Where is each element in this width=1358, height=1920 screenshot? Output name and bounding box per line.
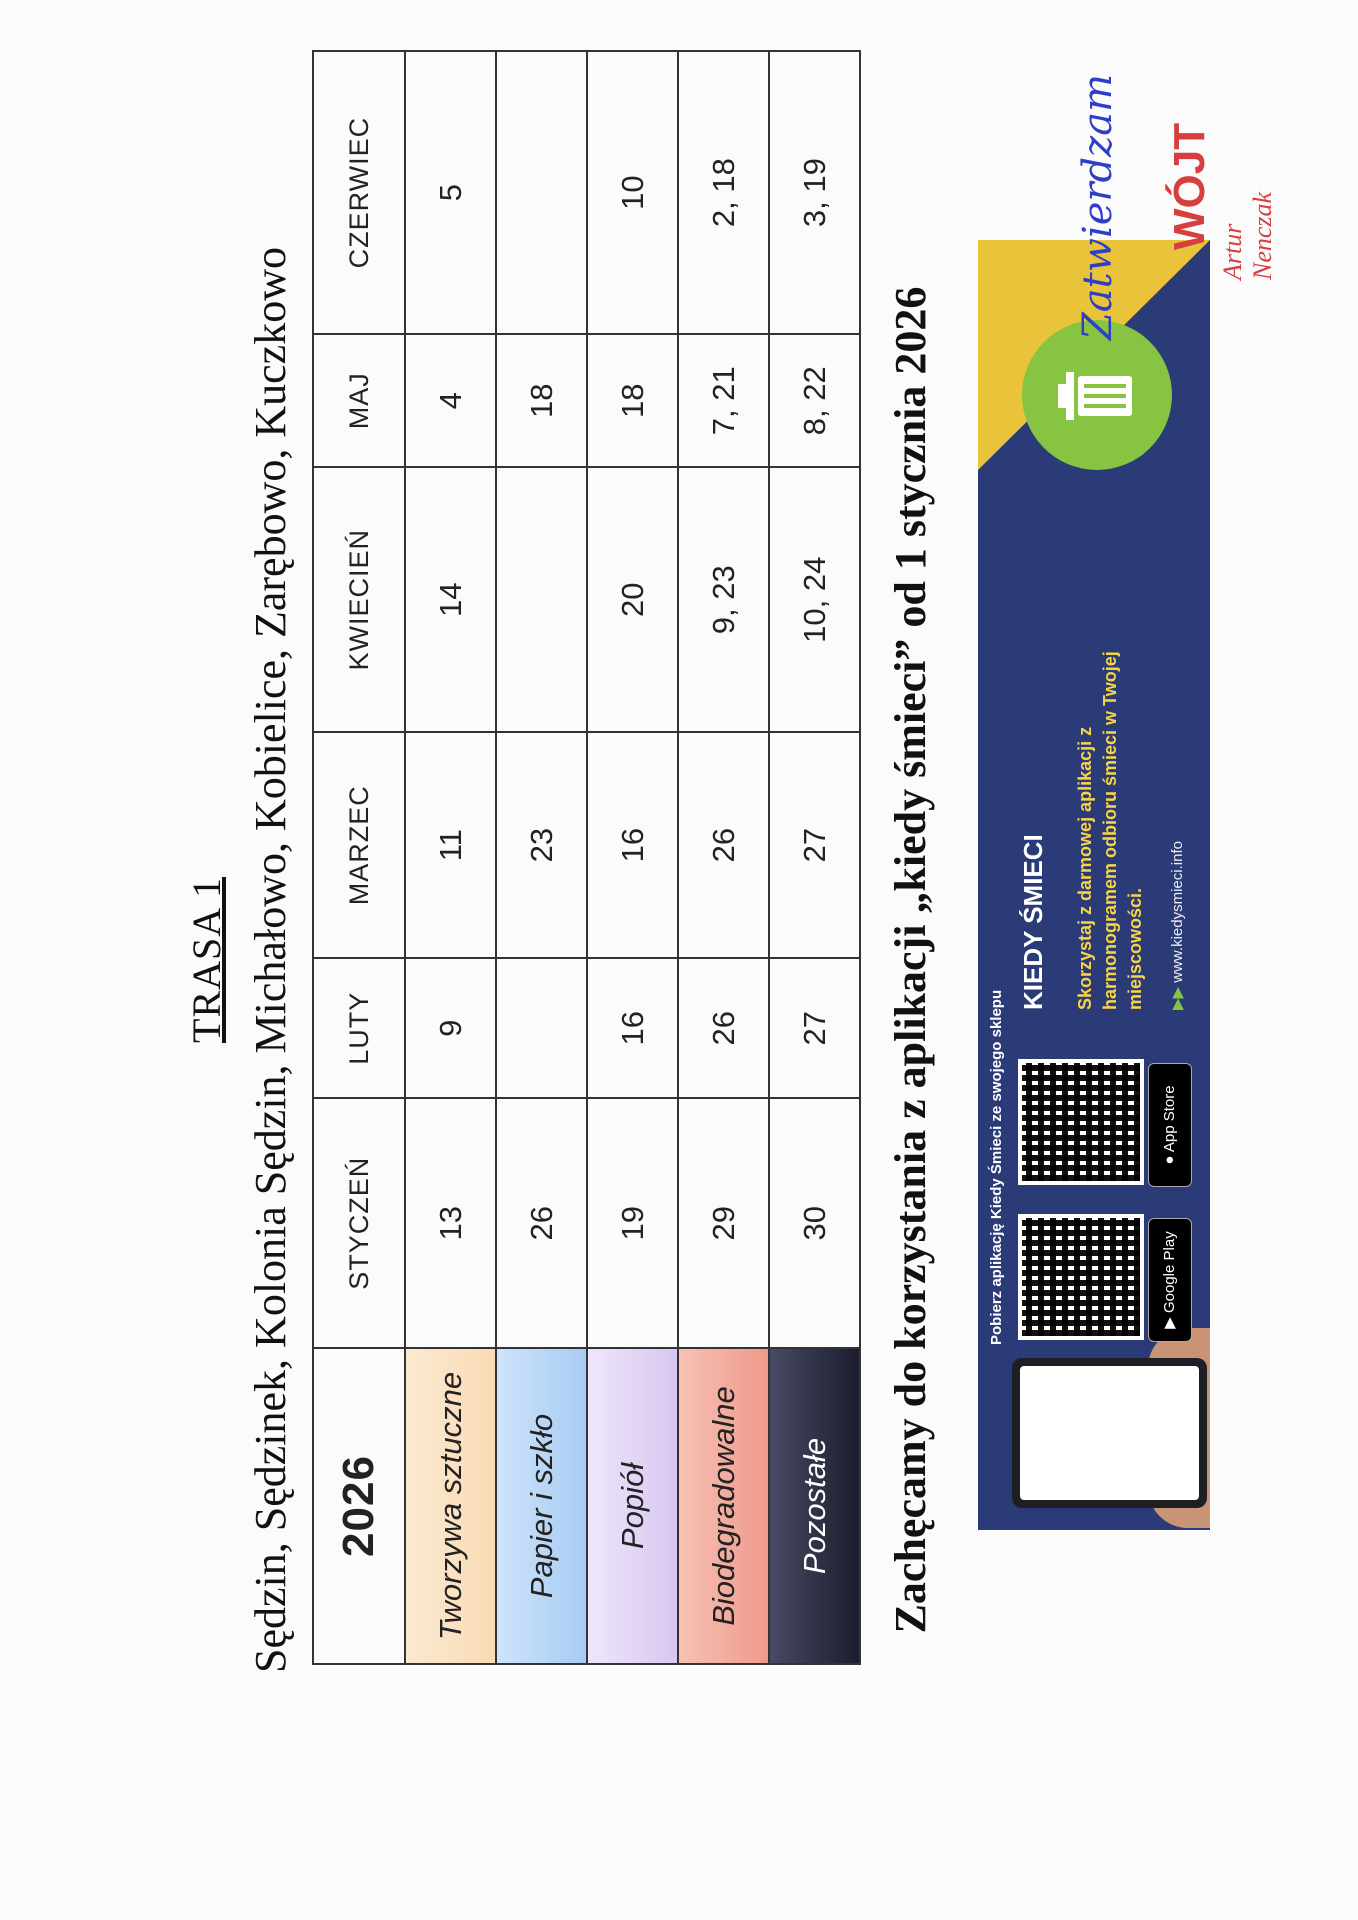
table-cell: 27 — [769, 958, 860, 1098]
apple-icon: ● — [1161, 1155, 1178, 1165]
qr-code-google — [1018, 1214, 1144, 1340]
app-encouragement: Zachęcamy do korzystania z aplikacji „kiedy śmieci” od 1 stycznia 2026 — [886, 286, 935, 1634]
table-cell: 11 — [405, 732, 496, 958]
category-biodegradable: Biodegradowalne — [678, 1348, 769, 1664]
google-play-label: Google Play — [1161, 1231, 1178, 1314]
app-store-label: App Store — [1161, 1085, 1178, 1153]
table-cell: 10 — [587, 51, 678, 334]
table-cell: 29 — [678, 1098, 769, 1348]
table-row — [405, 51, 496, 1664]
table-cell: 7, 21 — [678, 334, 769, 467]
google-play-badge[interactable]: ▶ Google Play — [1148, 1218, 1192, 1342]
table-cell — [496, 958, 587, 1098]
phone-mockup — [1012, 1358, 1207, 1508]
category-paper-glass: Papier i szkło — [496, 1348, 587, 1664]
table-row — [587, 51, 678, 1664]
app-store-badge[interactable] — [1148, 1063, 1192, 1187]
table-cell: 13 — [405, 1098, 496, 1348]
category-other: Pozostałe — [769, 1348, 860, 1664]
table-cell: 26 — [678, 732, 769, 958]
page-title: TRASA 1 — [184, 877, 229, 1043]
table-cell: 16 — [587, 732, 678, 958]
table-row — [769, 51, 860, 1664]
month-header: KWIECIEŃ — [313, 467, 405, 732]
table-cell: 8, 22 — [769, 334, 860, 467]
table-cell: 9, 23 — [678, 467, 769, 732]
schedule-table — [312, 50, 861, 1665]
trash-bin-icon — [1058, 370, 1134, 422]
table-cell: 20 — [587, 467, 678, 732]
table-cell: 18 — [587, 334, 678, 467]
table-cell: 16 — [587, 958, 678, 1098]
stamp-name: Artur Nenczak — [1218, 191, 1277, 280]
approval-signature: Zatwierdzam — [1075, 74, 1121, 340]
app-banner — [978, 240, 1210, 1530]
year-header: 2026 — [313, 1348, 405, 1664]
table-cell: 23 — [496, 732, 587, 958]
table-cell: 26 — [678, 958, 769, 1098]
category-plastics: Tworzywa sztuczne — [405, 1348, 496, 1664]
table-cell: 26 — [496, 1098, 587, 1348]
table-row — [678, 51, 769, 1664]
app-name: KIEDY ŚMIECI — [1018, 834, 1048, 1010]
table-cell: 14 — [405, 467, 496, 732]
table-cell: 9 — [405, 958, 496, 1098]
table-cell: 3, 19 — [769, 51, 860, 334]
table-cell — [496, 467, 587, 732]
month-header: CZERWIEC — [313, 51, 405, 334]
table-header-row — [313, 51, 405, 1664]
table-row — [496, 51, 587, 1664]
month-header: MAJ — [313, 334, 405, 467]
app-url[interactable]: ▶▶ www.kiedysmieci.info — [1168, 841, 1186, 1010]
app-description: Skorzystaj z darmowej aplikacji z harmonogramem odbioru śmieci w Twojej miejscowości. — [1075, 651, 1145, 1010]
month-header: STYCZEŃ — [313, 1098, 405, 1348]
table-cell: 10, 24 — [769, 467, 860, 732]
table-cell: 30 — [769, 1098, 860, 1348]
category-ash: Popiół — [587, 1348, 678, 1664]
table-cell: 4 — [405, 334, 496, 467]
stamp-role: WÓJT — [1165, 122, 1214, 250]
table-cell: 19 — [587, 1098, 678, 1348]
month-header: LUTY — [313, 958, 405, 1098]
banner-lead: Pobierz aplikację Kiedy Śmieci ze swojego sklepu — [988, 989, 1005, 1345]
table-cell: 5 — [405, 51, 496, 334]
month-header: MARZEC — [313, 732, 405, 958]
official-stamp — [1160, 122, 1277, 280]
table-cell: 2, 18 — [678, 51, 769, 334]
qr-code-apple — [1018, 1059, 1144, 1185]
route-localities: Sędzin, Sędzinek, Kolonia Sędzin, Michałowo, Kobielice, Zarębowo, Kuczkowo — [246, 247, 295, 1673]
table-cell — [496, 51, 587, 334]
table-cell: 18 — [496, 334, 587, 467]
table-cell: 27 — [769, 732, 860, 958]
